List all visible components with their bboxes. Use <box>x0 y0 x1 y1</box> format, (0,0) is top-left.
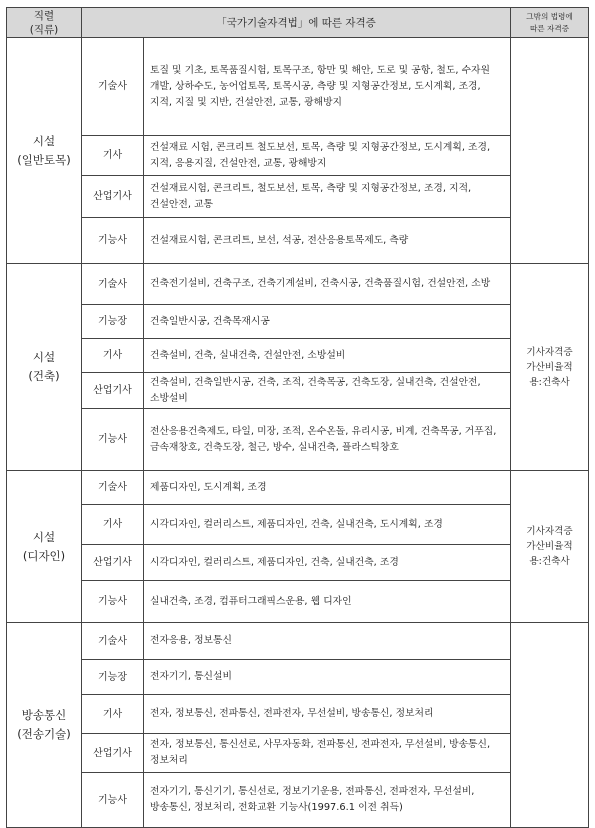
other-cert-line1: 기사자격증 <box>526 526 573 537</box>
table-row <box>7 734 589 773</box>
grade-cell: 기능사 <box>82 218 144 264</box>
grade-cell: 산업기사 <box>82 176 144 218</box>
other-cert-line3: 용:건축사 <box>529 376 570 388</box>
job-cell <box>7 264 82 471</box>
quals-cell: 제품디자인, 도시계획, 조경 <box>144 471 511 505</box>
quals-cell: 시각디자인, 컬러리스트, 제품디자인, 건축, 실내건축, 도시계획, 조경 <box>144 505 511 545</box>
quals-cell: 실내건축, 조경, 컴퓨터그래픽스운용, 웹 디자인 <box>144 581 511 623</box>
table-row <box>7 176 589 218</box>
header-other <box>511 8 589 38</box>
grade-cell: 기능장 <box>82 305 144 339</box>
grade-cell: 기능장 <box>82 660 144 695</box>
qualification-table-container <box>6 7 589 828</box>
quals-cell: 건축설비, 건축, 실내건축, 건설안전, 소방설비 <box>144 339 511 373</box>
table-row <box>7 305 589 339</box>
job-cell <box>7 471 82 623</box>
job-name: 방송통신 <box>21 708 67 722</box>
quals-cell: 전자, 정보통신, 전파통신, 전파전자, 무선설비, 방송통신, 정보처리 <box>144 695 511 734</box>
grade-cell: 산업기사 <box>82 373 144 409</box>
table-row <box>7 38 589 136</box>
grade-cell: 기술사 <box>82 264 144 305</box>
header-quals: 「국가기술자격법」에 따른 자격증 <box>82 8 511 38</box>
grade-cell: 기능사 <box>82 409 144 471</box>
table-row <box>7 471 589 505</box>
table-row <box>7 505 589 545</box>
table-row <box>7 581 589 623</box>
other-cert-line2: 가산비율적 <box>526 541 573 552</box>
other-cert-line3: 용:건축사 <box>529 556 570 567</box>
other-cert-cell <box>511 264 589 471</box>
other-cert-cell <box>511 38 589 264</box>
quals-cell: 전자, 정보통신, 통신선로, 사무자동화, 전파통신, 전파전자, 무선설비, 방송통신, 정보처리 <box>144 734 511 773</box>
job-name: 시설 <box>32 133 56 148</box>
header-other-line2: 따른 자격증 <box>529 23 570 33</box>
other-cert-cell <box>511 471 589 623</box>
other-cert-line1: 기사자격증 <box>526 346 573 358</box>
table-row <box>7 695 589 734</box>
other-cert-line2: 가산비율적 <box>526 361 573 373</box>
quals-cell: 건설재료시험, 콘크리트, 철도보선, 토목, 측량 및 지형공간정보, 조경, 지적, 건설안전, 교통 <box>144 176 511 218</box>
grade-cell: 기술사 <box>82 471 144 505</box>
quals-cell: 전자응용, 정보통신 <box>144 623 511 660</box>
grade-cell: 기사 <box>82 136 144 176</box>
quals-cell: 건설재료시험, 콘크리트, 보선, 석공, 전산응용토목제도, 측량 <box>144 218 511 264</box>
job-subtype: (전송기술) <box>17 727 71 741</box>
quals-cell: 건설재료 시험, 콘크리트 철도보선, 토목, 측량 및 지형공간정보, 도시계획, 조경, 지적, 응용지질, 건설안전, 교통, 광해방지 <box>144 136 511 176</box>
job-name: 시설 <box>32 350 56 364</box>
quals-cell: 시각디자인, 컬러리스트, 제품디자인, 건축, 실내건축, 조경 <box>144 545 511 581</box>
grade-cell: 산업기사 <box>82 734 144 773</box>
quals-cell: 전자기기, 통신기기, 통신선로, 정보기기운용, 전파통신, 전파전자, 무선설비, 방송통신, 정보처리, 전화교환 기능사(1997.6.1 이전 취득) <box>144 773 511 828</box>
table-row <box>7 218 589 264</box>
grade-cell: 기사 <box>82 505 144 545</box>
table-row <box>7 136 589 176</box>
grade-cell: 기능사 <box>82 773 144 828</box>
job-subtype: (디자인) <box>22 548 66 563</box>
quals-cell: 건축설비, 건축일반시공, 건축, 조적, 건축목공, 건축도장, 실내건축, 건설안전, 소방설비 <box>144 373 511 409</box>
quals-cell: 건축일반시공, 건축목재시공 <box>144 305 511 339</box>
table-row <box>7 623 589 660</box>
header-job-line2: (직류) <box>29 23 59 36</box>
job-cell <box>7 623 82 828</box>
table-row <box>7 409 589 471</box>
header-other-line1: 그밖의 법령에 <box>526 11 573 21</box>
header-job <box>7 8 82 38</box>
grade-cell: 기능사 <box>82 581 144 623</box>
table-row <box>7 660 589 695</box>
table-row <box>7 264 589 305</box>
quals-cell: 토질 및 기초, 토목품질시험, 토목구조, 항만 및 해안, 도로 및 공항, 철도, 수자원 개발, 상하수도, 농어업토목, 토목시공, 측량 및 지형공간정보, 도시계획, 조경, 지적, 지질 및 지반, 건설안전, 교통, 광해방지 <box>144 38 511 136</box>
quals-cell: 전산응용건축제도, 타일, 미장, 조적, 온수온돌, 유리시공, 비계, 건축목공, 거푸집, 금속재창호, 건축도장, 철근, 방수, 실내건축, 플라스틱창호 <box>144 409 511 471</box>
job-cell <box>7 38 82 264</box>
header-row <box>7 8 589 38</box>
grade-cell: 기술사 <box>82 623 144 660</box>
grade-cell: 기사 <box>82 695 144 734</box>
table-row <box>7 773 589 828</box>
grade-cell: 기사 <box>82 339 144 373</box>
table-row <box>7 373 589 409</box>
table-row <box>7 545 589 581</box>
grade-cell: 기술사 <box>82 38 144 136</box>
table-row <box>7 339 589 373</box>
qualification-table <box>6 7 589 828</box>
quals-cell: 건축전기설비, 건축구조, 건축기계설비, 건축시공, 건축품질시험, 건설안전, 소방 <box>144 264 511 305</box>
job-name: 시설 <box>32 529 56 544</box>
grade-cell: 산업기사 <box>82 545 144 581</box>
job-subtype: (일반토목) <box>17 152 71 167</box>
other-cert-cell <box>511 623 589 828</box>
job-subtype: (건축) <box>28 369 60 383</box>
quals-cell: 전자기기, 통신설비 <box>144 660 511 695</box>
header-job-line1: 직렬 <box>33 9 55 22</box>
